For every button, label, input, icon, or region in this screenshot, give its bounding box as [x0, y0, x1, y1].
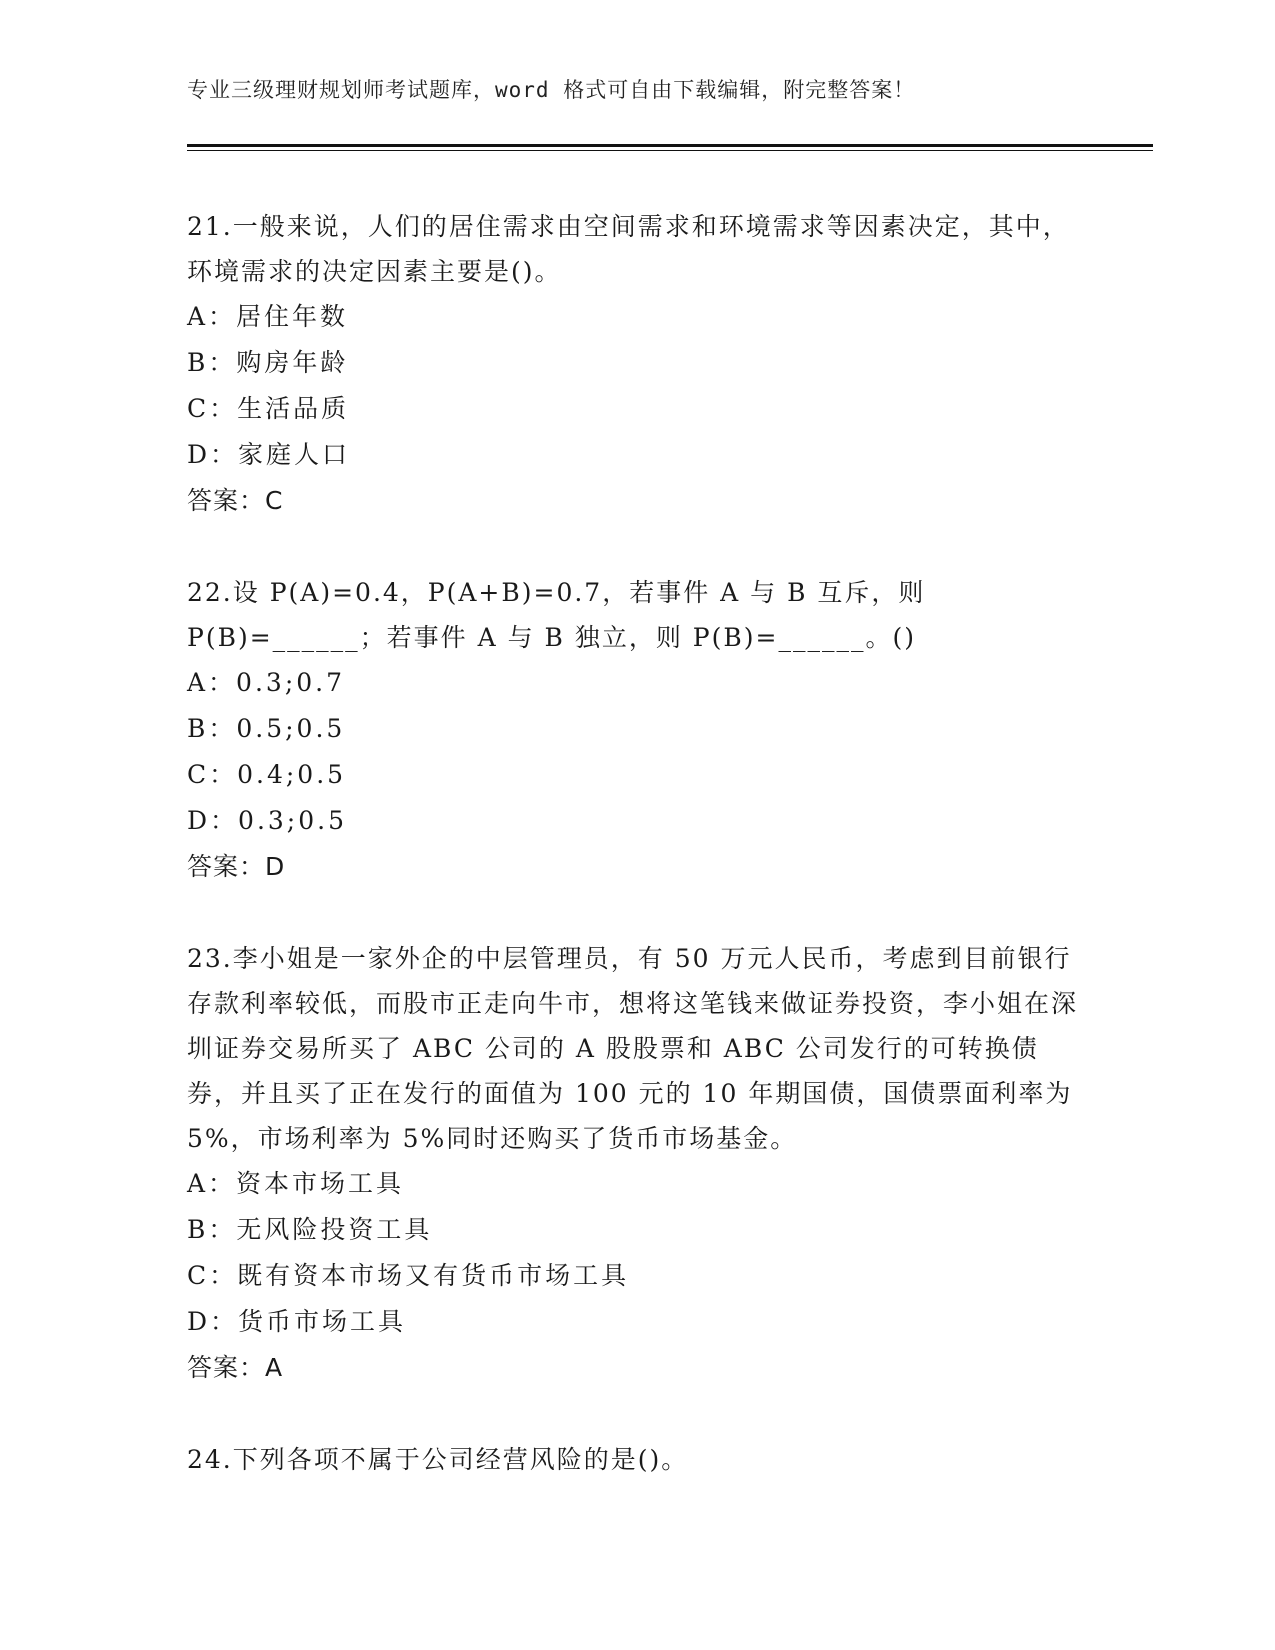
answer-label: 答案：D — [187, 852, 286, 881]
header-rule-thin — [187, 150, 1153, 151]
question-22 — [187, 570, 1087, 890]
option-a: A：资本市场工具 — [187, 1169, 405, 1198]
question-24 — [187, 1437, 1087, 1482]
question-text: 24.下列各项不属于公司经营风险的是()。 — [187, 1445, 689, 1474]
question-21 — [187, 204, 1087, 524]
option-b: B：购房年龄 — [187, 348, 349, 377]
question-text: 23.李小姐是一家外企的中层管理员，有 50 万元人民币，考虑到目前银行存款利率较低，而股市正走向牛市，想将这笔钱来做证券投资，李小姐在深圳证券交易所买了 ABC 公司的 A 股股票和 ABC 公司发行的可转换债券，并且买了正在发行的面值为 100 元的 10 年期国债，国债票面利率为 5%，市场利率为 5%同时还购买了货币市场基金。 — [187, 944, 1079, 1153]
option-c: C：既有资本市场又有货币市场工具 — [187, 1261, 630, 1290]
question-text: 22.设 P(A)=0.4，P(A+B)=0.7，若事件 A 与 B 互斥，则 P(B)=______；若事件 A 与 B 独立，则 P(B)=______。() — [187, 578, 926, 652]
option-a: A：居住年数 — [187, 302, 349, 331]
option-a: A：0.3;0.7 — [187, 668, 345, 697]
answer-label: 答案：A — [187, 1353, 284, 1382]
question-text: 21.一般来说，人们的居住需求由空间需求和环境需求等因素决定，其中，环境需求的决定因素主要是()。 — [187, 212, 1070, 286]
document-header: 专业三级理财规划师考试题库，word 格式可自由下载编辑，附完整答案！ — [187, 78, 916, 102]
option-b: B：0.5;0.5 — [187, 714, 346, 743]
option-d: D：0.3;0.5 — [187, 806, 347, 835]
option-b: B：无风险投资工具 — [187, 1215, 433, 1244]
answer-label: 答案：C — [187, 486, 284, 515]
question-23 — [187, 936, 1087, 1391]
option-c: C：生活品质 — [187, 394, 350, 423]
option-c: C：0.4;0.5 — [187, 760, 347, 789]
option-d: D：家庭人口 — [187, 440, 351, 469]
header-rule-thick — [187, 144, 1153, 147]
option-d: D：货币市场工具 — [187, 1307, 407, 1336]
question-list — [187, 204, 1087, 1528]
